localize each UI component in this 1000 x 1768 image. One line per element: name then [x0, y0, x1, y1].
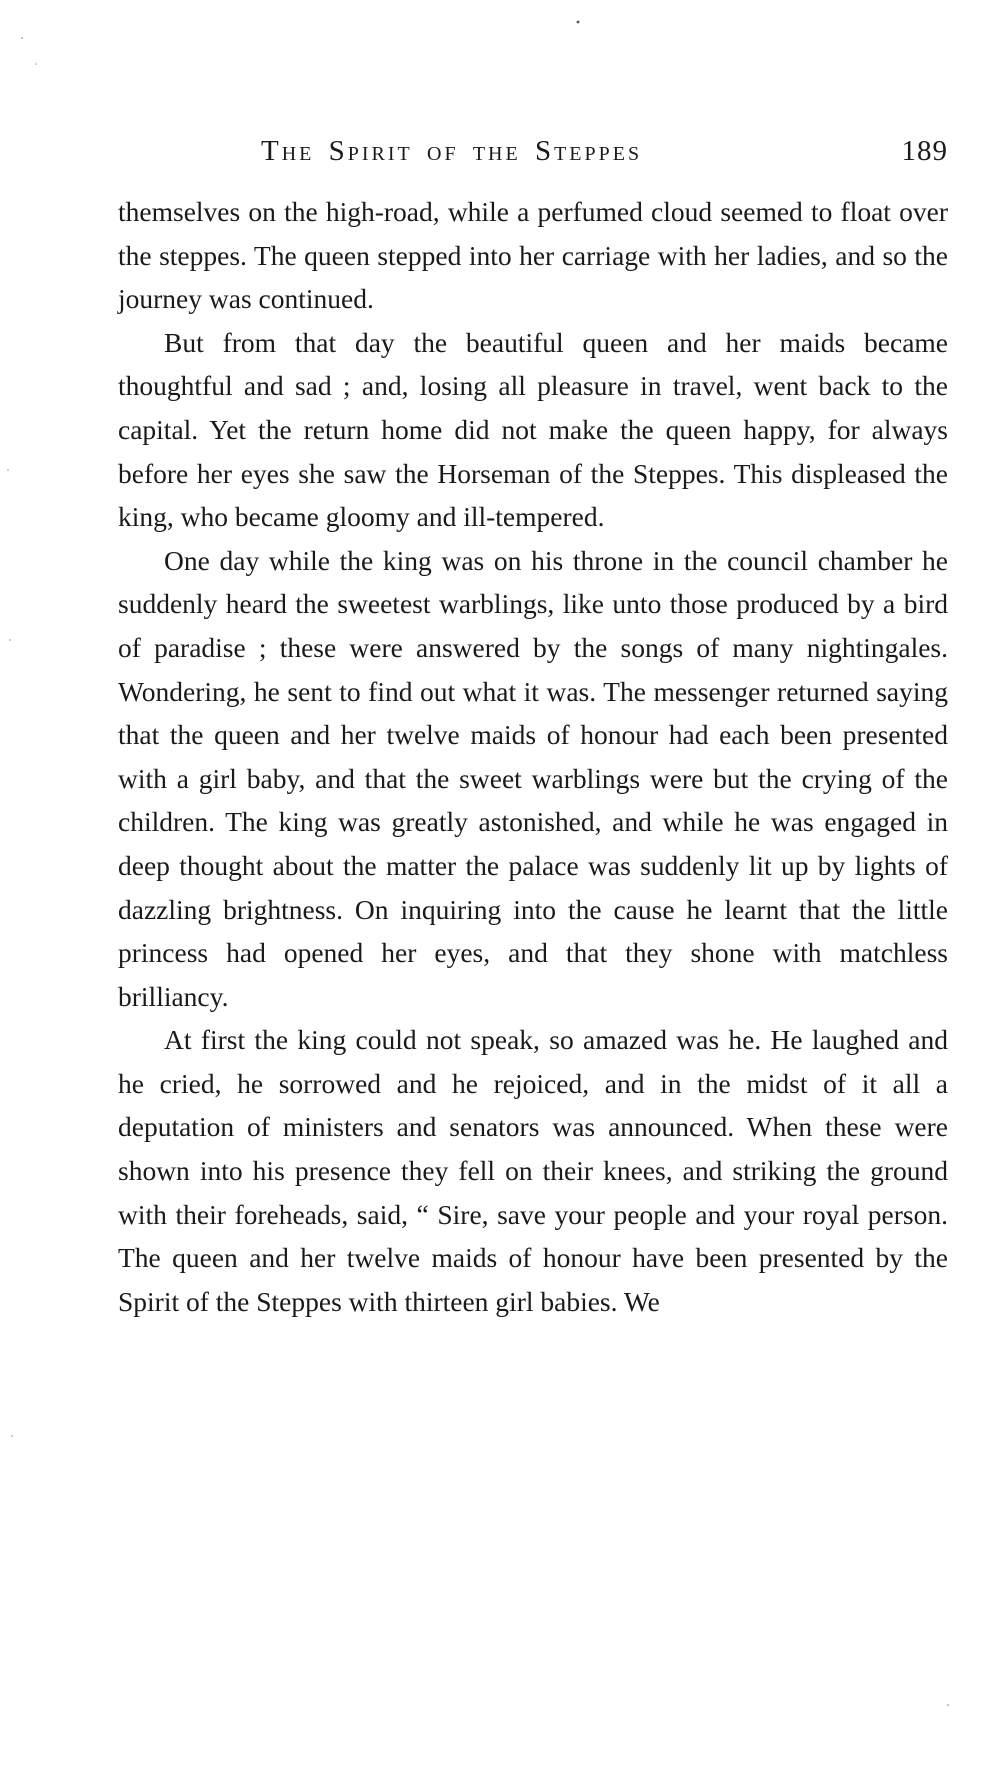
paragraph: One day while the king was on his throne in the council chamber he suddenly heard the sweetest warblings, like unto those produced by a bird of paradise ; these were answered by the songs of many nightingales. Wondering, he sent to find out what it was. The messenger returned saying that the queen and her twelve maids of honour had each been presented with a girl baby, and that the sweet warblings were but the crying of the children. The king was greatly astonished, and while he was engaged in deep thought about the matter the palace was suddenly lit up by lights of dazzling brightness. On inquiring into the cause he learnt that the little princess had opened her eyes, and that they shone with matchless brilliancy.	[118, 544, 948, 1012]
paragraph: themselves on the high-road, while a perfumed cloud seemed to float over the steppes. The queen stepped into her carriage with her ladies, and so the journey was continued.	[118, 196, 948, 315]
paper-speck	[7, 469, 9, 471]
paper-speck	[577, 21, 580, 24]
paper-speck	[947, 1704, 949, 1706]
paragraph: At first the king could not speak, so amazed was he. He laughed and he cried, he sorrowed and he rejoiced, and in the midst of it all a deputation of ministers and senators was announced. When these were shown into his presence they fell on their knees, and striking the ground with their foreheads, said, “ Sire, save your people and your royal person. The queen and her twelve maids of honour have been presented by the Spirit of the Steppes with thirteen girl babies. We	[118, 1024, 948, 1317]
running-title: The Spirit of the Steppes	[261, 135, 643, 167]
paragraph: But from that day the beautiful queen and her maids became thoughtful and sad ; and, losing all pleasure in travel, went back to the capital. Yet the return home did not make the queen happy, for always before her eyes she saw the Horseman of the Steppes. This displeased the king, who became gloomy and ill-tempered.	[118, 326, 948, 533]
paper-speck	[21, 37, 23, 39]
paper-speck	[11, 1435, 13, 1437]
body-text	[118, 190, 948, 1323]
paper-speck	[35, 63, 37, 65]
paper-speck	[9, 639, 11, 641]
page-number: 189	[901, 135, 948, 167]
running-head	[118, 135, 948, 175]
